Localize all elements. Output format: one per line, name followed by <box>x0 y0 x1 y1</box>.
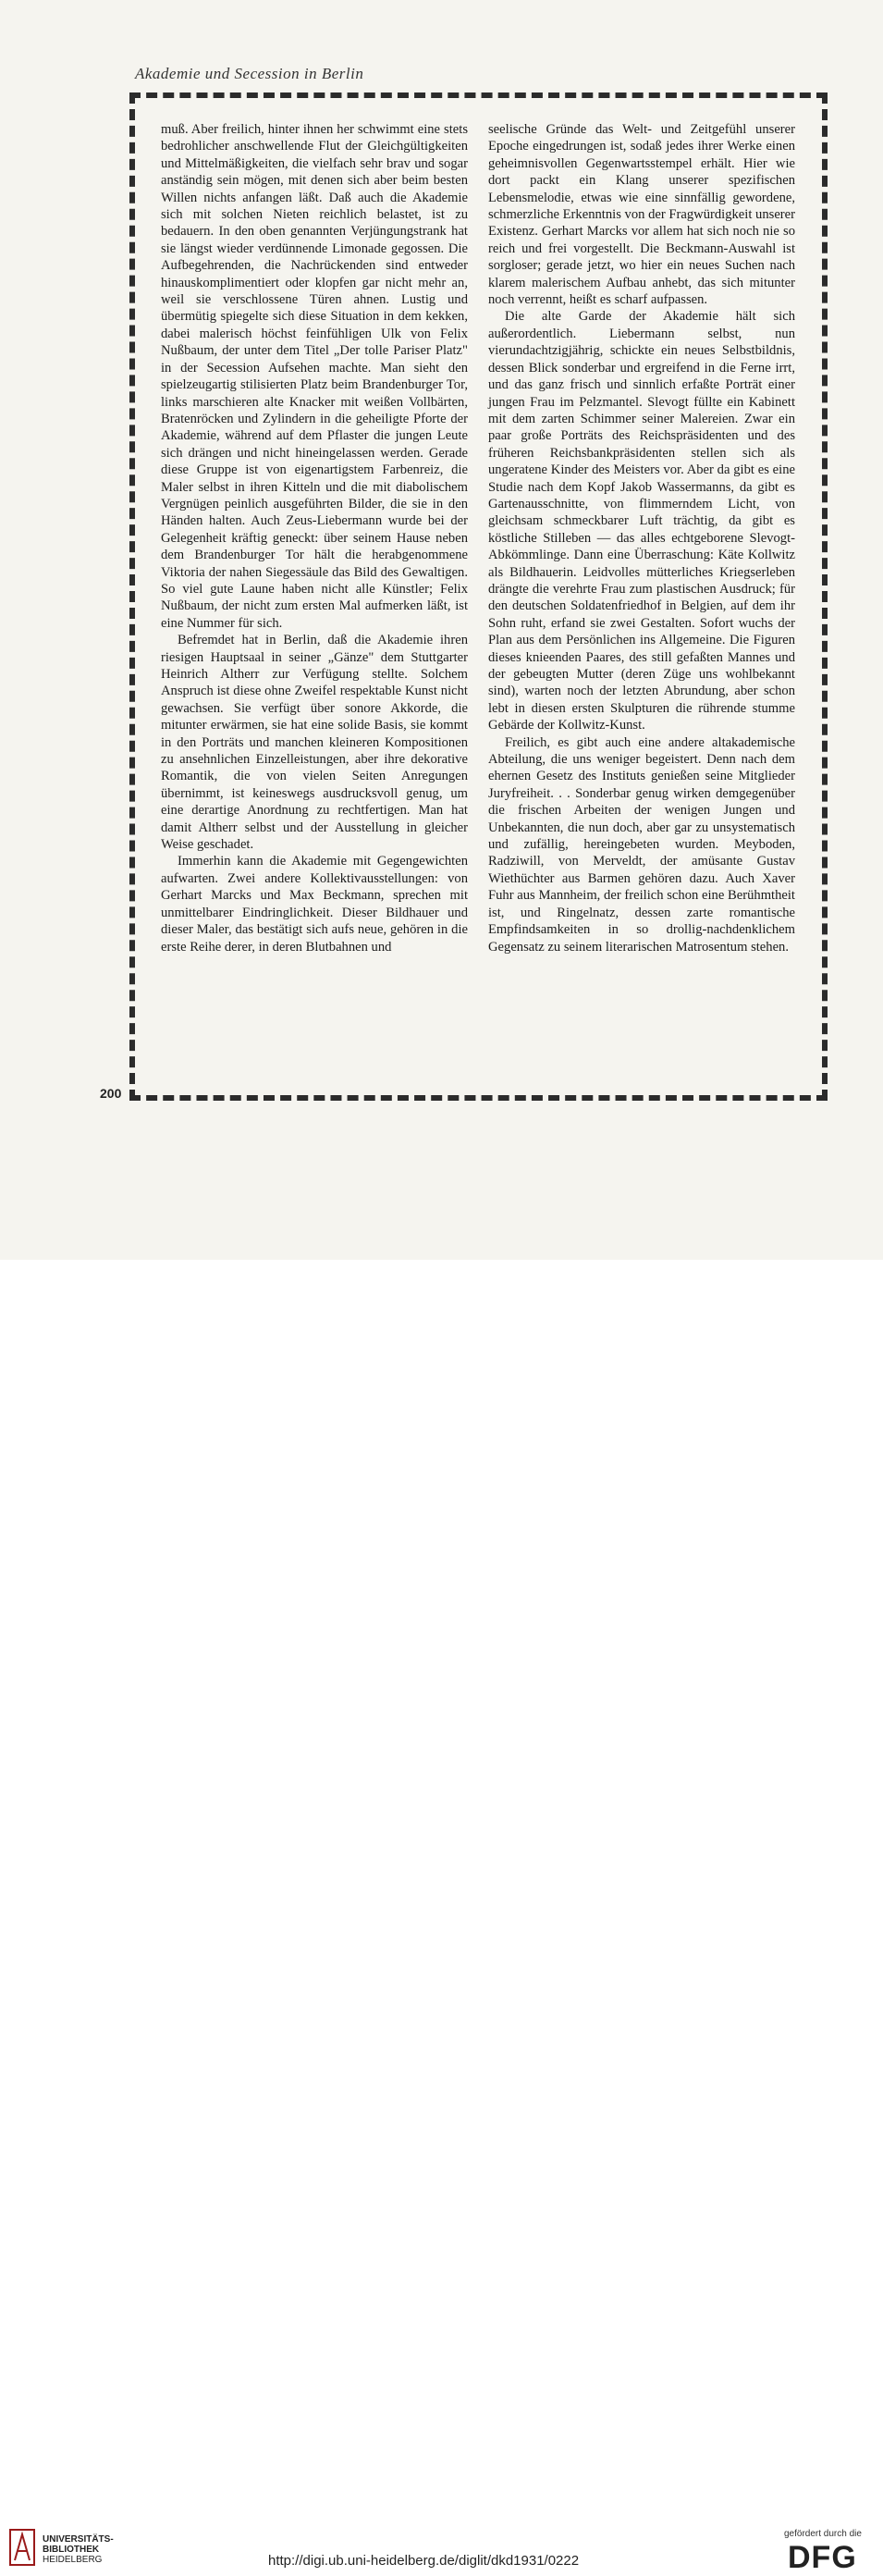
library-line-2: BIBLIOTHEK <box>43 2545 100 2555</box>
right-paragraph-3: Freilich, es gibt auch eine andere altakademische Abteilung, die uns weniger begeistert. Denn nach dem ehernen Gesetz des Instituts genießen seine Mitglieder Juryfreiheit. . . Sonderbar genug wirken demgegenüber die frischen Arbeiten der wenigen Jungen und Unbekannten, die nun doch, aber gar zu unsystematisch und zufällig, hereingebeten wurden. Meyboden, Radziwill, von Merveldt, der amüsante Gustav Wiethüchter aus Barmen gehören dazu. Auch Xaver Fuhr aus Mannheim, der freilich schon eine Berühmtheit ist, und Ringelnatz, dessen zarte romantische Empfindsamkeiten in so drollig-nachdenklichem Gegensatz zu seinem literarischen Matrosentum stehen. <box>488 734 795 955</box>
page-number: 200 <box>100 1086 122 1101</box>
right-column <box>488 121 795 955</box>
right-paragraph-2: Die alte Garde der Akademie hält sich außerordentlich. Liebermann selbst, nun vierundachtzigjährig, schickte ein neues Selbstbildnis, dessen Blick sonderbar und ergreifend in die Ferne irrt, und das ganz frisch und sinnlich erfaßte Porträt einer jungen Frau im Pelzmantel. Slevogt füllte ein Kabinett mit dem zarten Schimmer seiner Malereien. Zwar ein paar große Porträts des Reichspräsidenten und des früheren Reichsbankpräsidenten stellen sich als ungeratene Kinder des Meisters vor. Aber da gibt es eine Studie nach dem Kopf Jakob Wassermanns, da gibt es Gartenausschnitte, von flimmerndem Licht, von gleichsam schmeckbarer Luft trächtig, da gibt es köstliche Stilleben — das alles echtgeborene Slevogt-Abkömmlinge. Dann eine Überraschung: Käte Kollwitz als Bildhauerin. Leidvolles mütterliches Kriegserleben drängte die verehrte Frau zum plastischen Ausdruck; für den deutschen Soldatenfriedhof in Belgien, auf dem ihr Sohn ruht, erfand sie zwei Gestalten. Sofort wuchs der Plan aus dem Persönlichen ins Allgemeine. Die Figuren dieses knieenden Paares, des still gefaßten Mannes und der gebeugten Mutter (deren Züge uns wohlbekannt sind), warten noch der letzten Abrundung, aber schon lebt in diesen ersten Skulpturen die rührende stumme Gebärde der Kollwitz-Kunst. <box>488 309 795 733</box>
library-line-3: HEIDELBERG <box>43 2555 103 2565</box>
left-column <box>161 121 468 955</box>
library-name <box>43 2534 114 2565</box>
page-scan <box>0 0 883 1260</box>
running-head: Akademie und Secession in Berlin <box>135 65 364 82</box>
dfg-logo: DFG <box>788 2540 857 2575</box>
library-logo-icon <box>9 2529 35 2566</box>
right-paragraph-1: seelische Gründe das Welt- und Zeitgefühl unserer Epoche eingedrungen ist, sodaß jedes ihrer Werke einen geheimnisvollen Gegenwartsstempel erhält. Hier wie dort packt ein Klang unserer spezifischen Lebensmelodie, etwas wie eine sinnfällig gewordene, schmerzliche Erkenntnis von der Fragwürdigkeit unserer Existenz. Gerhart Marcks vor allem hat sich noch nie so reich und frei vorgestellt. Die Beckmann-Auswahl ist sorgloser; gerade jetzt, wo hier ein neues Suchen nach klarem malerischem Aufbau anhebt, das sich mitunter noch verrennt, heißt es scharf aufpassen. <box>488 122 795 308</box>
left-paragraph-3: Immerhin kann die Akademie mit Gegengewichten aufwarten. Zwei andere Kollektivausstellungen: von Gerhart Marcks und Max Beckmann, sprechen mit unmittelbarer Eindringlichkeit. Dieser Bildhauer und dieser Maler, das bestätigt sich aufs neue, gehören in die erste Reihe derer, in deren Blutbahnen und <box>161 854 468 955</box>
library-line-1: UNIVERSITÄTS- <box>43 2534 114 2545</box>
left-paragraph-1: muß. Aber freilich, hinter ihnen her schwimmt eine stets bedrohlicher anschwellende Flut der Gleichgültigkeiten und Mittelmäßigkeiten, die vielfach sehr brav und sogar anständig sein mögen, mit denen sich aber beim besten Willen nichts anfangen läßt. Daß auch die Akademie sich mit solchen Nieten reichlich belastet, ist zu bedauern. In den oben genannten Verjüngungstrank hat sie längst wieder verdünnende Limonade gegossen. Die Aufbegehrenden, die Nachrückenden sind entweder hinauskomplimentiert oder klopfen gar nicht mehr an, weil sie verschlossene Türen ahnen. Lustig und übermütig spiegelte sich diese Situation in dem kekken, dabei malerisch höchst feinfühligen Ulk von Felix Nußbaum, der unter dem Titel „Der tolle Pariser Platz" in der Secession Aufsehen machte. Man sieht den spielzeugartig stilisierten Platz beim Brandenburger Tor, links marschieren alte Knacker mit weißen Vollbärten, Bratenröcken und Zylindern in die geheiligte Pforte der Akademie, während auf dem Pflaster die jungen Leute sich drängen und nicht hineingelassen werden. Gerade diese Gruppe ist von eigenartigstem Farbenreiz, die Maler selbst in ihren Kitteln und die mit diabolischem Vergnügen peinlich ausgeführten Bilder, die sie in den Händen halten. Auch Zeus-Liebermann wurde bei der Gelegenheit kräftig geneckt: über seinem Hause neben dem Brandenburger Tor hält die herabgenommene Viktoria der nahen Siegessäule das Bild des Gewaltigen. So viel gute Laune haben nicht alle Künstler; Felix Nußbaum, der nicht zum ersten Mal aufmerken läßt, ist eine Nummer für sich. <box>161 122 468 631</box>
left-paragraph-2: Befremdet hat in Berlin, daß die Akademie ihren riesigen Hauptsaal in seiner „Gänze" dem Stuttgarter Heinrich Altherr zur Verfügung stellte. Solchem Anspruch ist diese ohne Zweifel respektable Kunst nicht gewachsen. Sie verfügt über sonore Akkorde, die mitunter erwärmen, sie hat eine solide Basis, sie kommt in den Porträts und manchen kleineren Kompositionen zu ansehnlichen Einzelleistungen, aber ihre dekorative Romantik, die von vielen Seiten Anregungen übernimmt, ist keineswegs ausdrucksvoll genug, um eine derartige Anordnung zu rechtfertigen. Man hat damit Altherr selbst und der Ausstellung in gleicher Weise geschadet. <box>161 633 468 853</box>
source-url-link[interactable]: http://digi.ub.uni-heidelberg.de/diglit/dkd1931/0222 <box>268 2553 580 2569</box>
footer-bar <box>0 1260 883 2575</box>
funded-by-label: gefördert durch die <box>784 2529 862 2539</box>
